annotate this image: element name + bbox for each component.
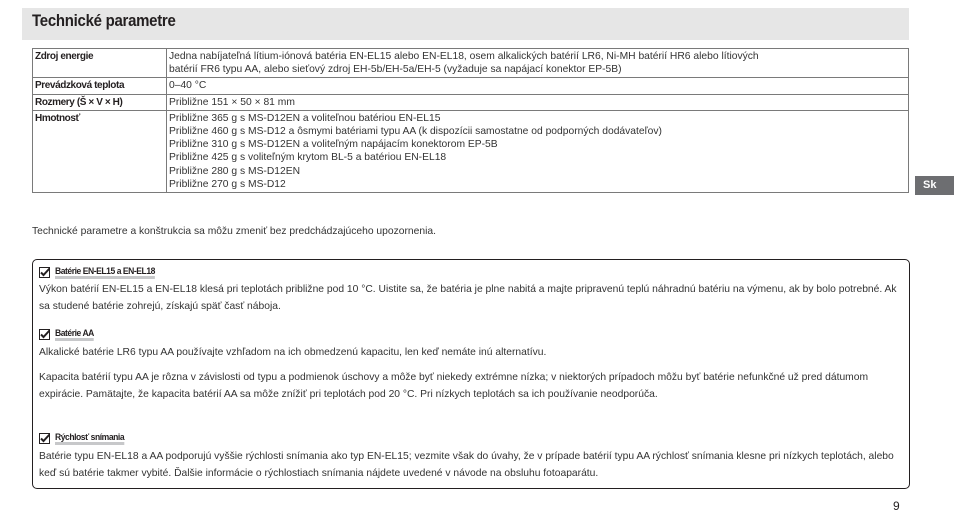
checkbox-check-icon — [39, 433, 50, 444]
spec-table — [32, 48, 909, 193]
note-header — [39, 432, 132, 445]
checkbox-check-icon — [39, 329, 50, 340]
spec-line: Približne 310 g s MS-D12EN a voliteľným napájacím konektorom EP-5B — [169, 139, 498, 151]
note-title: Batérie AA — [55, 328, 94, 339]
spec-value — [167, 78, 909, 94]
language-tab: Sk — [915, 176, 954, 195]
note-header — [39, 328, 98, 341]
page-number: 9 — [893, 499, 900, 513]
spec-value — [167, 49, 909, 78]
spec-row-weight — [33, 110, 909, 192]
note-paragraph: Batérie typu EN-EL18 a AA podporujú vyššie rýchlosti snímania ako typ EN-EL15; vezmite však do úvahy, že v prípade batérií typu AA rýchlosť snímania klesne pri nízkych teplotách, alebo keď sú batérie takmer vybité. Ďalšie informácie o rýchlostiach snímania nájdete uvedené v návode na obsluhu fotoaparátu. — [39, 451, 894, 479]
spec-label: Prevádzková teplota — [33, 78, 167, 94]
spec-line: Približne 460 g s MS-D12 a ôsmymi batériami typu AA (k dispozícii samostatne od podporných dodávateľov) — [169, 126, 662, 138]
spec-line: batérií FR6 typu AA, alebo sieťový zdroj EH-5b/EH-5a/EH-5 (vyžaduje sa napájací konektor EP-5B) — [169, 64, 622, 76]
spec-line: Približne 151 × 50 × 81 mm — [169, 96, 295, 108]
checkbox-check-icon — [39, 267, 50, 278]
spec-label: Hmotnosť — [33, 110, 167, 192]
note-paragraph: Alkalické batérie LR6 typu AA používajte vzhľadom na ich obmedzenú kapacitu, len keď nemáte inú alternatívu. — [39, 347, 547, 358]
spec-label: Rozmery (Š × V × H) — [33, 94, 167, 110]
spec-value — [167, 94, 909, 110]
spec-line: Približne 270 g s MS-D12 — [169, 178, 286, 190]
spec-line: Približne 425 g s voliteľným krytom BL-5 a batériou EN-EL18 — [169, 152, 447, 164]
notes-box — [32, 259, 910, 489]
spec-label: Zdroj energie — [33, 49, 167, 78]
spec-line: Približne 365 g s MS-D12EN a voliteľnou batériou EN-EL15 — [169, 112, 441, 124]
disclaimer-text: Technické parametre a konštrukcia sa môžu zmeniť bez predchádzajúceho upozornenia. — [32, 226, 436, 237]
note-title: Batérie EN-EL15 a EN-EL18 — [55, 266, 155, 277]
spec-row-dimensions — [33, 94, 909, 110]
spec-row-power — [33, 49, 909, 78]
note-paragraph: Kapacita batérií typu AA je rôzna v závislosti od typu a podmienok úschovy a môže byť niekedy extrémne nízka; v niektorých prípadoch môžu byť batérie nefunkčné už pred dátumom expirácie. Pamätajte, že kapacita batérií AA sa môže znížiť pri teplotách pod 20 °C. Pri nízkych teplotách sa ich používanie neodporúča. — [39, 372, 869, 400]
page-title: Technické parametre — [32, 11, 176, 30]
spec-row-temperature — [33, 78, 909, 94]
note-title: Rýchlosť snímania — [55, 432, 125, 443]
spec-value — [167, 110, 909, 192]
spec-line: Jedna nabíjateľná lítium-iónová batéria EN-EL15 alebo EN-EL18, osem alkalických batérií LR6, Ni-MH batérií HR6 alebo lítiových — [169, 51, 759, 62]
spec-line: Približne 280 g s MS-D12EN — [169, 165, 301, 177]
note-header — [39, 266, 166, 279]
note-paragraph: Výkon batérií EN-EL15 a EN-EL18 klesá pri teplotách približne pod 10 °C. Uistite sa, že batéria je plne nabitá a majte pripravenú teplú náhradnú batériu na výmenu, ak by bolo potrebné. Ak sa studené batérie zohrejú, získajú späť časť náboja. — [39, 284, 897, 312]
spec-line: 0–40 °C — [169, 80, 207, 92]
